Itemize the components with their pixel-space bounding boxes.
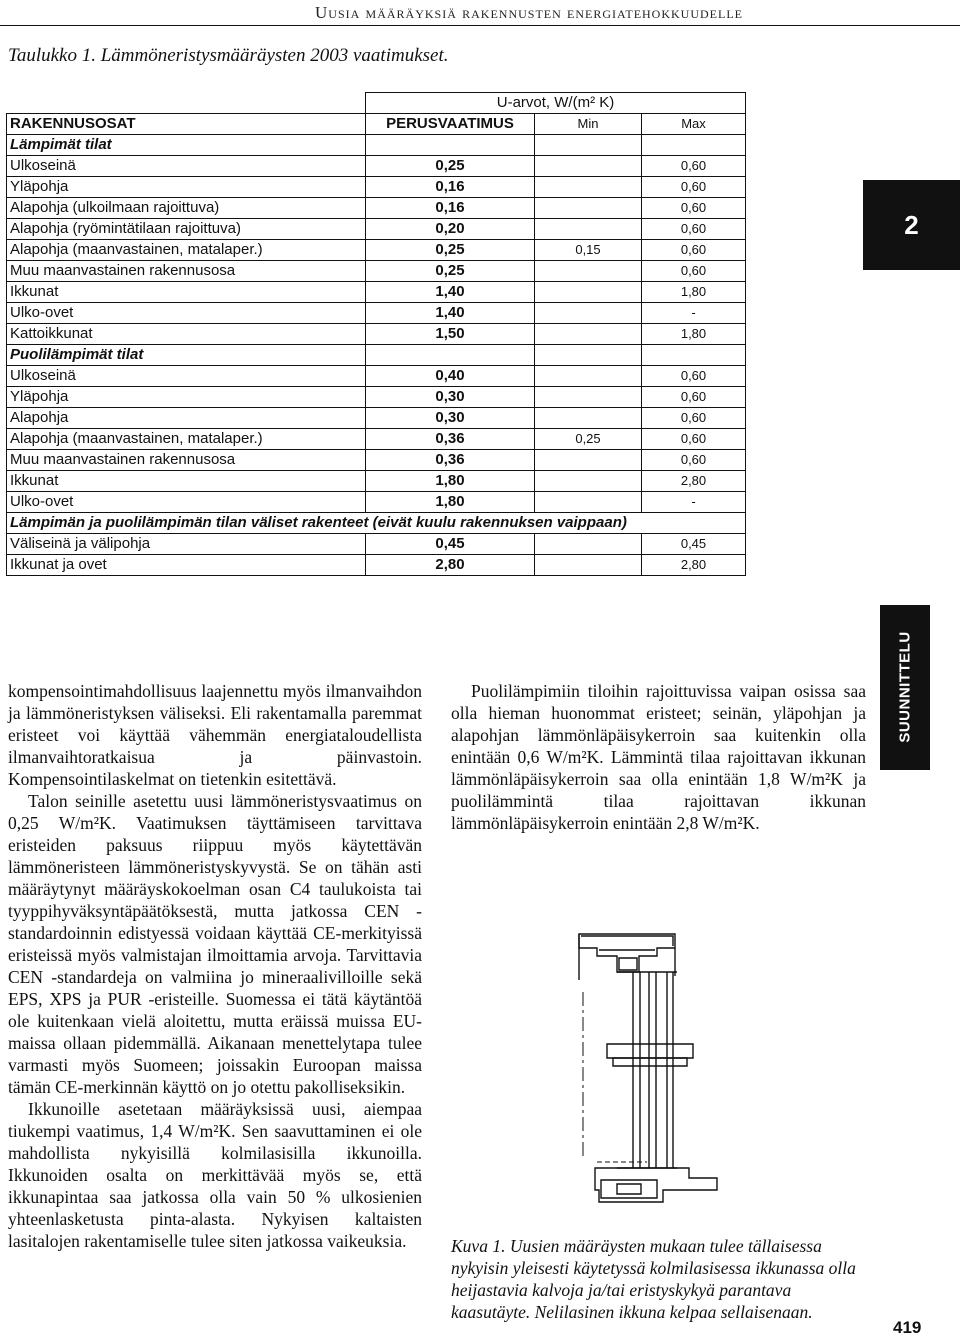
base-value-cell: 0,40: [366, 366, 535, 387]
paragraph: Talon seinille asetettu uusi lämmöneristysvaatimus on 0,25 W/m²K. Vaatimuksen täyttämiseen tarvittava eristeiden paksuus riippuu myös käytettävän lämmöneristeen lämmöneristyskyvystä. Se on tähän asti määräytynyt määräyskokoelman osan C4 taulukoista tai tyyppihyväksyntäpäätöksestä, mutta jatkossa CEN -standardoinnin edistyessä voidaan käyttää CE-merkityissä eristeissä myös valmistajan ilmoittamia arvoja. Tarvittavia CEN -standardeja on valmiina jo mineraalivilloille sekä EPS, XPS ja PUR -eristeille. Suomessa ei tätä käytäntöä ole kuitenkaan vielä aloitettu, mutta eräissä muissa EU-maissa ollaan pidemmällä. Aikanaan menettelytapa tulee varmasti myös Suomeen; joissakin Euroopan maissa tämän CE-merkinnän käyttö on jo otettu pakolliseksikin.: [8, 791, 422, 1097]
min-value-cell: [535, 366, 642, 387]
table-row: [7, 555, 746, 576]
chapter-number: 2: [904, 209, 919, 240]
max-value-cell: 2,80: [642, 555, 746, 576]
column-header: PERUSVAATIMUS: [366, 114, 535, 135]
max-value-cell: 0,60: [642, 177, 746, 198]
table-row: [7, 429, 746, 450]
max-value-cell: -: [642, 303, 746, 324]
base-value-cell: 0,25: [366, 240, 535, 261]
min-value-cell: [535, 324, 642, 345]
table-row: [7, 156, 746, 177]
max-value-cell: 0,60: [642, 240, 746, 261]
empty-cell: [366, 345, 535, 366]
table-row: [7, 387, 746, 408]
chapter-tab: [863, 180, 960, 270]
min-value-cell: [535, 261, 642, 282]
min-value-cell: [535, 156, 642, 177]
table-row: [7, 282, 746, 303]
part-name-cell: Alapohja (ryömintätilaan rajoittuva): [7, 219, 366, 240]
base-value-cell: 0,36: [366, 429, 535, 450]
part-name-cell: Ikkunat: [7, 471, 366, 492]
table-row: [7, 492, 746, 513]
max-value-cell: 0,45: [642, 534, 746, 555]
min-value-cell: 0,25: [535, 429, 642, 450]
section-title: Lämpimät tilat: [7, 135, 366, 156]
base-value-cell: 0,30: [366, 408, 535, 429]
max-value-cell: 0,60: [642, 387, 746, 408]
min-value-cell: 0,15: [535, 240, 642, 261]
section-tab: [880, 605, 930, 770]
base-value-cell: 1,80: [366, 492, 535, 513]
part-name-cell: Muu maanvastainen rakennusosa: [7, 261, 366, 282]
section-row: [7, 513, 746, 534]
base-value-cell: 0,16: [366, 198, 535, 219]
empty-cell: [535, 345, 642, 366]
max-value-cell: 0,60: [642, 198, 746, 219]
part-name-cell: Alapohja: [7, 408, 366, 429]
table-row: [7, 408, 746, 429]
min-value-cell: [535, 198, 642, 219]
window-section-drawing: [577, 932, 757, 1207]
header-rule: [0, 25, 960, 26]
part-name-cell: Alapohja (ulkoilmaan rajoittuva): [7, 198, 366, 219]
section-title: Lämpimän ja puolilämpimän tilan väliset rakenteet (eivät kuulu rakennuksen vaippaan): [7, 513, 746, 534]
paragraph: kompensointimahdollisuus laajennettu myös ilmanvaihdon ja lämmöneristyksen väliseksi. Eli rakentamalla paremmat eristeet voi käyttää vähemmän energiataloudellista ilmanvaihtoratkaisua ja päinvastoin. Kompensointilaskelmat on tietenkin esitettävä.: [8, 681, 422, 789]
min-value-cell: [535, 555, 642, 576]
base-value-cell: 0,25: [366, 261, 535, 282]
body-column-left: [8, 680, 422, 1252]
table-row: [7, 303, 746, 324]
min-value-cell: [535, 282, 642, 303]
part-name-cell: Ikkunat: [7, 282, 366, 303]
max-value-cell: 2,80: [642, 471, 746, 492]
base-value-cell: 0,36: [366, 450, 535, 471]
max-value-cell: 1,80: [642, 324, 746, 345]
empty-cell: [366, 135, 535, 156]
min-value-cell: [535, 408, 642, 429]
empty-cell: [535, 135, 642, 156]
min-value-cell: [535, 303, 642, 324]
body-column-right: [451, 680, 866, 834]
empty-cell: [642, 345, 746, 366]
min-value-cell: [535, 219, 642, 240]
column-header: Max: [642, 114, 746, 135]
table-row: [7, 240, 746, 261]
base-value-cell: 0,20: [366, 219, 535, 240]
max-value-cell: 0,60: [642, 261, 746, 282]
u-value-table: [6, 92, 746, 576]
part-name-cell: Yläpohja: [7, 177, 366, 198]
u-value-header: U-arvot, W/(m² K): [366, 93, 746, 114]
part-name-cell: Alapohja (maanvastainen, matalaper.): [7, 240, 366, 261]
max-value-cell: -: [642, 492, 746, 513]
figure-caption: Kuva 1. Uusien määräysten mukaan tulee tällaisessa nykyisin yleisesti käytetyssä kolmilasisessa ikkunassa olla heijastavia kalvoja ja/tai eristyskykyä parantava kaasutäyte. Nelilasinen ikkuna kelpaa sellaisenaan.: [451, 1236, 856, 1322]
max-value-cell: 0,60: [642, 156, 746, 177]
part-name-cell: Yläpohja: [7, 387, 366, 408]
max-value-cell: 0,60: [642, 429, 746, 450]
table-row: [7, 261, 746, 282]
table-row: [7, 219, 746, 240]
base-value-cell: 2,80: [366, 555, 535, 576]
base-value-cell: 1,80: [366, 471, 535, 492]
part-name-cell: Väliseinä ja välipohja: [7, 534, 366, 555]
table-row: [7, 198, 746, 219]
table-row: [7, 177, 746, 198]
column-header: RAKENNUSOSAT: [7, 114, 366, 135]
min-value-cell: [535, 471, 642, 492]
base-value-cell: 1,40: [366, 282, 535, 303]
section-title: Puolilämpimät tilat: [7, 345, 366, 366]
table-row: [7, 324, 746, 345]
page-number: 419: [893, 1318, 922, 1337]
min-value-cell: [535, 534, 642, 555]
table-row: [7, 534, 746, 555]
empty-cell: [7, 93, 366, 114]
part-name-cell: Ulkoseinä: [7, 156, 366, 177]
table-super-header-row: [7, 93, 746, 114]
table-row: [7, 450, 746, 471]
empty-cell: [642, 135, 746, 156]
base-value-cell: 0,30: [366, 387, 535, 408]
max-value-cell: 0,60: [642, 450, 746, 471]
min-value-cell: [535, 450, 642, 471]
max-value-cell: 0,60: [642, 219, 746, 240]
part-name-cell: Alapohja (maanvastainen, matalaper.): [7, 429, 366, 450]
table-row: [7, 366, 746, 387]
column-header: Min: [535, 114, 642, 135]
min-value-cell: [535, 492, 642, 513]
min-value-cell: [535, 177, 642, 198]
base-value-cell: 1,50: [366, 324, 535, 345]
max-value-cell: 1,80: [642, 282, 746, 303]
base-value-cell: 1,40: [366, 303, 535, 324]
table-row: [7, 471, 746, 492]
table-header-row: [7, 114, 746, 135]
part-name-cell: Muu maanvastainen rakennusosa: [7, 450, 366, 471]
part-name-cell: Ikkunat ja ovet: [7, 555, 366, 576]
part-name-cell: Ulko-ovet: [7, 492, 366, 513]
section-row: [7, 345, 746, 366]
base-value-cell: 0,45: [366, 534, 535, 555]
section-tab-label: SUUNNITTELU: [896, 631, 914, 743]
running-header: Uusia määräyksiä rakennusten energiatehokkuudelle: [315, 3, 744, 22]
section-row: [7, 135, 746, 156]
base-value-cell: 0,25: [366, 156, 535, 177]
max-value-cell: 0,60: [642, 408, 746, 429]
paragraph: Puolilämpimiin tiloihin rajoittuvissa vaipan osissa saa olla hieman huonommat eristeet; seinän, yläpohjan ja alapohjan lämmönläpäisykerroin saa kuitenkin olla enintään 0,6 W/m²K. Lämmintä tilaa rajoittavan ikkunan lämmönläpäisykerroin saa olla enintään 1,8 W/m²K ja puolilämmintä tilaa rajoittavan ikkunan lämmönläpäisykerroin enintään 2,8 W/m²K.: [451, 681, 866, 833]
table-caption: Taulukko 1. Lämmöneristysmääräysten 2003 vaatimukset.: [8, 45, 449, 66]
min-value-cell: [535, 387, 642, 408]
part-name-cell: Kattoikkunat: [7, 324, 366, 345]
base-value-cell: 0,16: [366, 177, 535, 198]
paragraph: Ikkunoille asetetaan määräyksissä uusi, aiempaa tiukempi vaatimus, 1,4 W/m²K. Sen saavuttaminen ei ole mahdollista nykyisillä kolmilasisilla ikkunoilla. Ikkunoiden osalta on merkittävää myös se, että ikkunapintaa saa jatkossa olla vain 50 % ulkosienien yhteenlasketusta pinta-alasta. Nykyisen kaltaisten lasitalojen rakentamiselle tulee siten jatkossa vaikeuksia.: [8, 1099, 422, 1251]
part-name-cell: Ulko-ovet: [7, 303, 366, 324]
part-name-cell: Ulkoseinä: [7, 366, 366, 387]
max-value-cell: 0,60: [642, 366, 746, 387]
